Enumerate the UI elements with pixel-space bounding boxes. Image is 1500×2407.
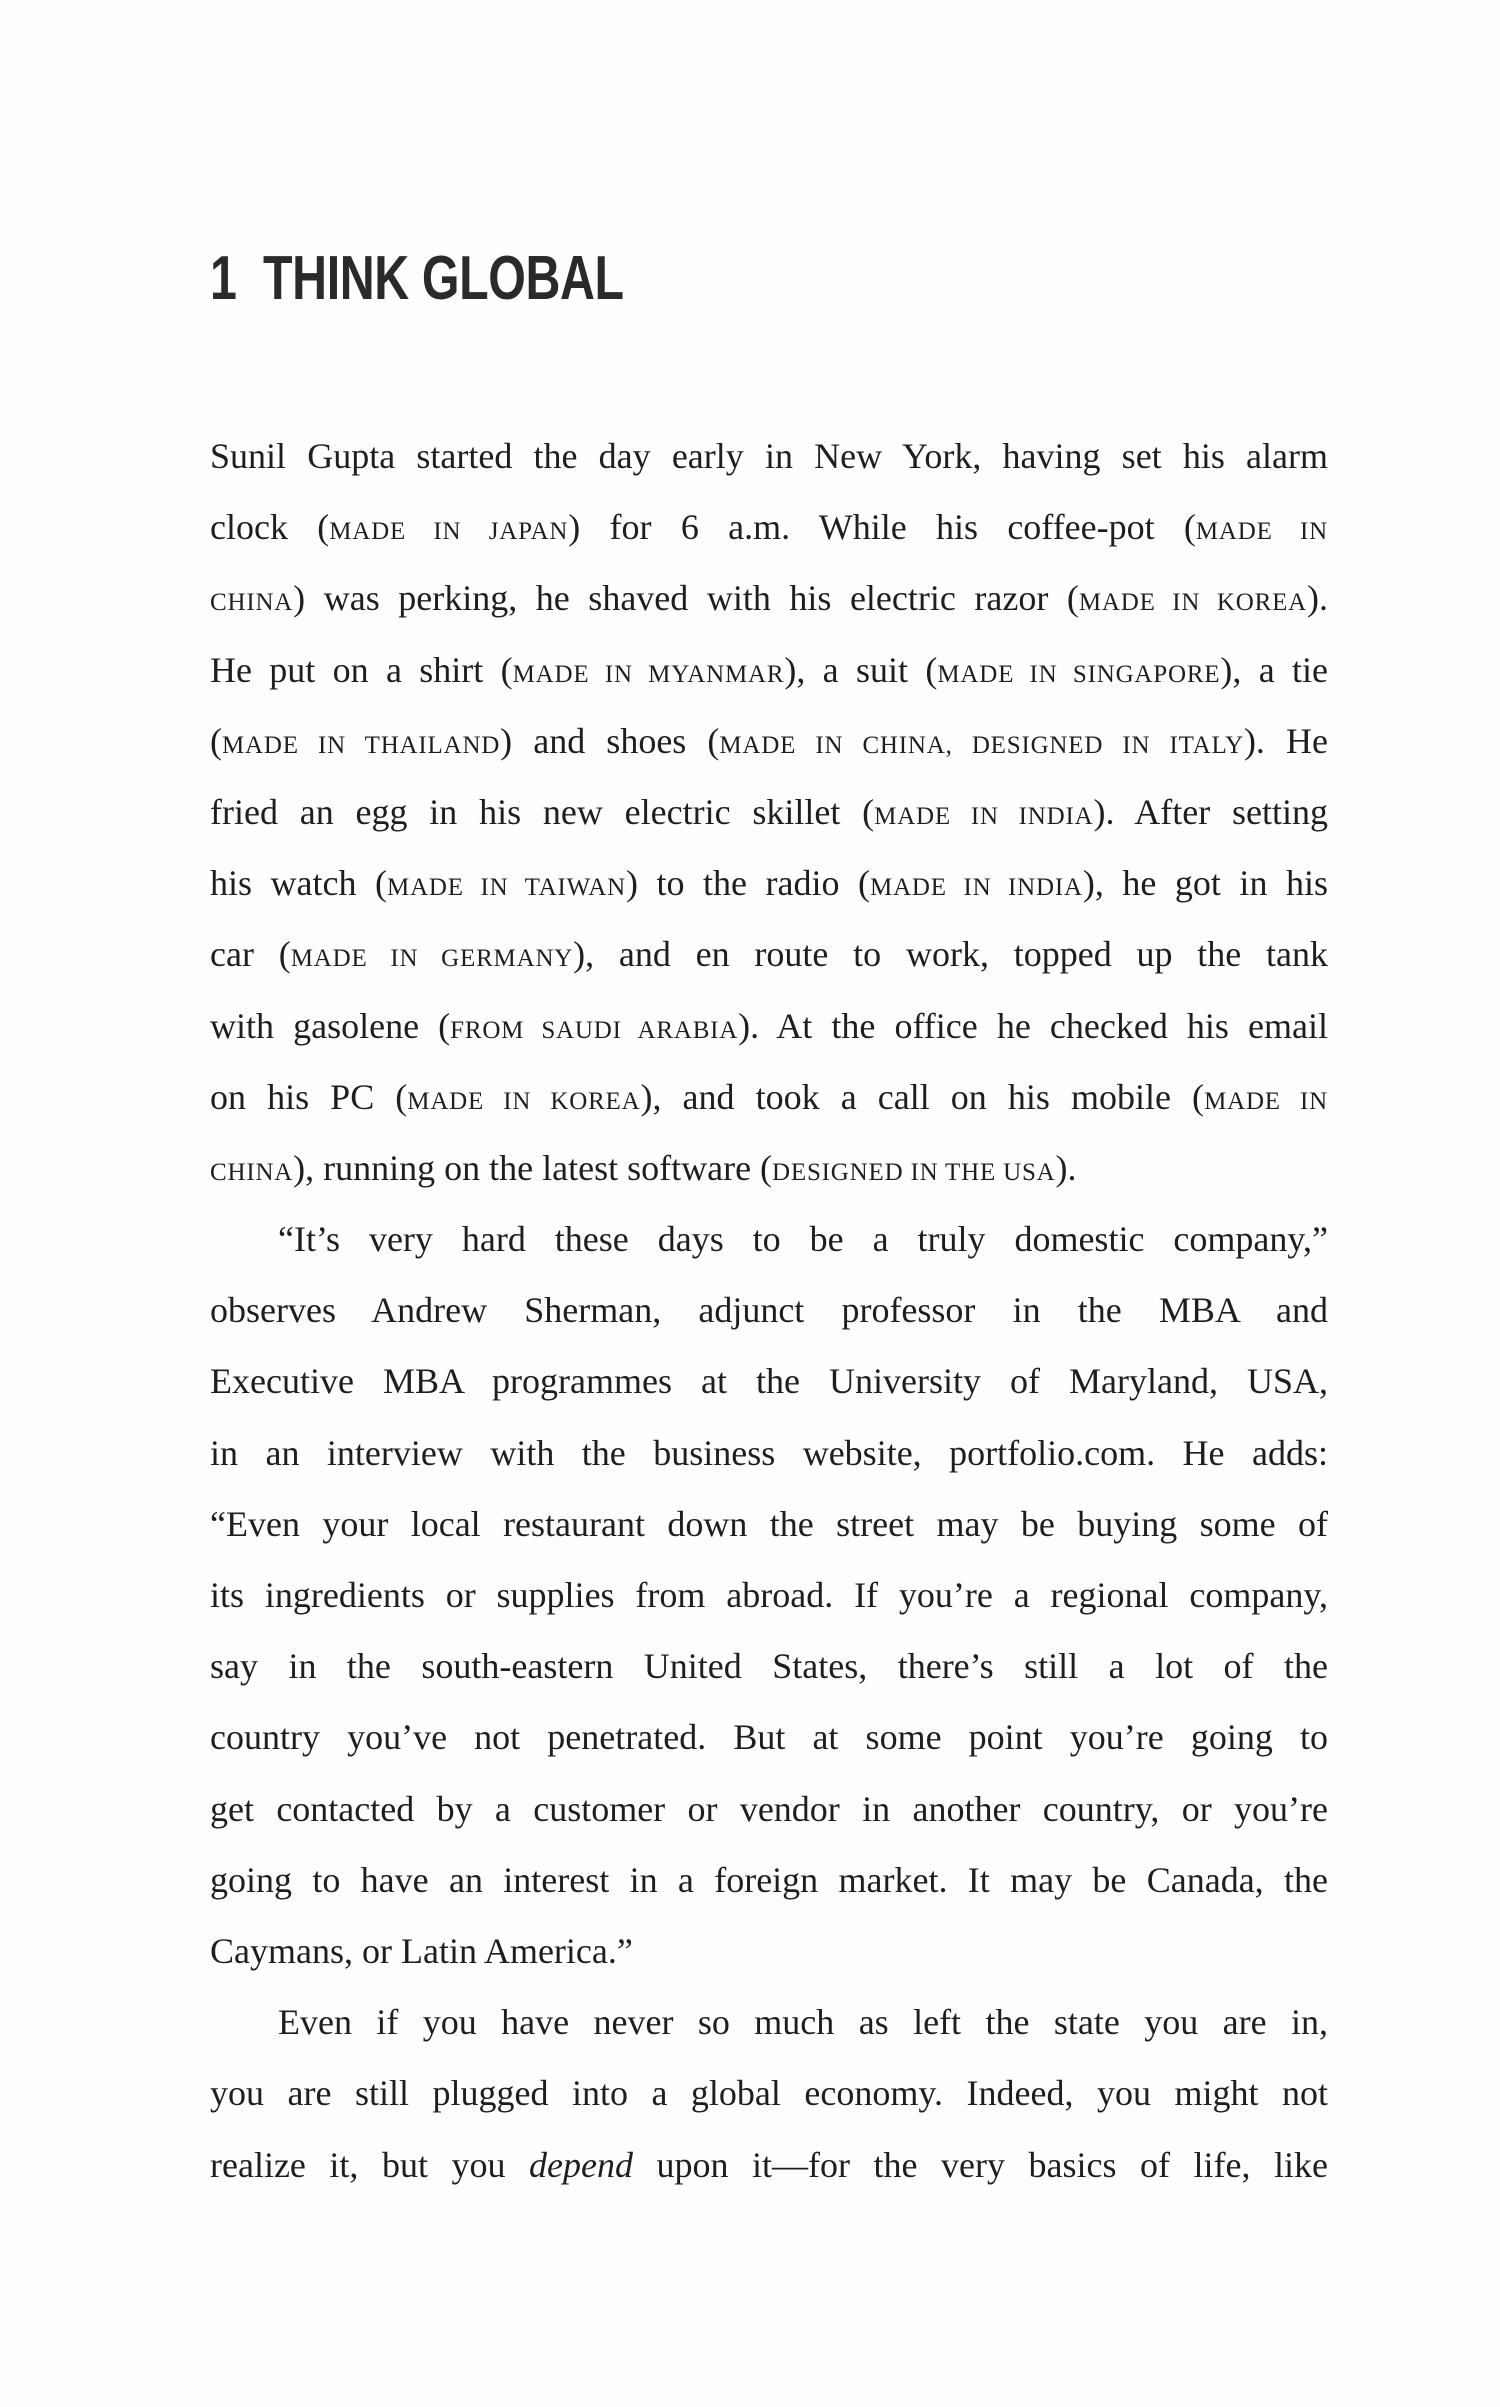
text-segment: ). At the office he checked his email xyxy=(738,1005,1328,1046)
text-segment: car ( xyxy=(210,934,291,975)
text-line xyxy=(210,1916,1328,1987)
text-line xyxy=(210,1631,1328,1702)
small-caps-text: MADE IN xyxy=(1195,518,1328,546)
text-line xyxy=(210,991,1328,1062)
text-line xyxy=(210,1774,1328,1845)
text-segment: “It’s very hard these days to be a truly domestic company,” xyxy=(278,1219,1328,1260)
small-caps-text: MADE IN xyxy=(1204,1087,1328,1115)
text-segment: upon it—for the very basics of life, like xyxy=(632,2144,1328,2185)
chapter-heading xyxy=(210,244,624,314)
text-segment: get contacted by a customer or vendor in another country, or you’re xyxy=(210,1788,1328,1829)
text-line xyxy=(210,706,1328,777)
text-line xyxy=(210,1418,1328,1489)
small-caps-text: MADE IN INDIA xyxy=(874,802,1094,830)
text-line xyxy=(210,2130,1328,2201)
text-segment: say in the south-eastern United States, there’s still a lot of the xyxy=(210,1646,1328,1687)
text-segment: with gasolene ( xyxy=(210,1005,451,1046)
text-segment: in an interview with the business website, portfolio.com. He adds: xyxy=(210,1432,1328,1473)
text-line xyxy=(210,1062,1328,1133)
small-caps-text: MADE IN MYANMAR xyxy=(512,660,785,688)
text-segment: you are still plugged into a global economy. Indeed, you might not xyxy=(210,2073,1328,2114)
chapter-number: 1 xyxy=(210,244,237,313)
text-segment: fried an egg in his new electric skillet ( xyxy=(210,791,875,832)
text-segment: Sunil Gupta started the day early in New York, having set his alarm xyxy=(210,436,1328,476)
small-caps-text: MADE IN JAPAN xyxy=(329,518,569,546)
small-caps-text: MADE IN KOREA xyxy=(1078,589,1307,617)
body-text xyxy=(210,421,1328,2201)
paragraph xyxy=(210,1987,1328,2201)
text-segment: ), and took a call on his mobile ( xyxy=(640,1076,1205,1117)
text-line xyxy=(210,1702,1328,1773)
text-segment: ), a suit ( xyxy=(784,649,938,690)
small-caps-text: MADE IN SINGAPORE xyxy=(937,660,1221,688)
text-segment: ), running on the latest software ( xyxy=(293,1147,773,1188)
small-caps-text: CHINA xyxy=(210,1158,294,1186)
text-segment: Executive MBA programmes at the University of Maryland, USA, xyxy=(210,1361,1328,1402)
text-segment: ). After setting xyxy=(1093,791,1328,832)
text-line xyxy=(210,563,1328,634)
text-segment: ) was perking, he shaved with his electric razor ( xyxy=(293,578,1079,619)
small-caps-text: DESIGNED IN THE USA xyxy=(772,1158,1056,1186)
text-line xyxy=(210,848,1328,919)
text-line xyxy=(210,1489,1328,1560)
text-segment: its ingredients or supplies from abroad. If you’re a regional company, xyxy=(210,1575,1328,1615)
small-caps-text: MADE IN THAILAND xyxy=(222,731,501,759)
text-line xyxy=(210,1275,1328,1346)
text-line xyxy=(210,1346,1328,1417)
text-line xyxy=(210,1987,1328,2058)
text-segment: ( xyxy=(210,720,222,761)
chapter-title: THINK GLOBAL xyxy=(263,244,624,313)
text-segment: going to have an interest in a foreign market. It may be Canada, the xyxy=(210,1859,1328,1900)
text-segment: He put on a shirt ( xyxy=(210,649,513,690)
text-segment: Even if you have never so much as left the state you are in, xyxy=(278,2002,1328,2043)
text-line xyxy=(210,635,1328,706)
small-caps-text: MADE IN KOREA xyxy=(407,1087,641,1115)
italic-text: depend xyxy=(529,2144,633,2185)
text-segment: ) for 6 a.m. While his coffee-pot ( xyxy=(568,507,1196,548)
text-segment: observes Andrew Sherman, adjunct professor in the MBA and xyxy=(210,1290,1328,1331)
small-caps-text: FROM SAUDI ARABIA xyxy=(450,1016,739,1044)
text-line xyxy=(210,421,1328,492)
text-segment: ). xyxy=(1307,578,1328,619)
small-caps-text: MADE IN CHINA, DESIGNED IN ITALY xyxy=(719,731,1244,759)
text-line xyxy=(210,2058,1328,2129)
text-segment: Caymans, or Latin America.” xyxy=(210,1930,633,1971)
text-segment: clock ( xyxy=(210,507,330,548)
text-segment: ) to the radio ( xyxy=(625,863,871,904)
text-line xyxy=(210,1560,1328,1631)
small-caps-text: CHINA xyxy=(210,589,294,617)
text-segment: realize it, but you xyxy=(210,2144,529,2185)
text-line xyxy=(210,1133,1328,1204)
text-segment: ) and shoes ( xyxy=(500,720,720,761)
text-segment: ). He xyxy=(1243,720,1328,761)
paragraph xyxy=(210,421,1328,1204)
text-segment: ), a tie xyxy=(1220,649,1328,690)
small-caps-text: MADE IN TAIWAN xyxy=(387,874,626,902)
text-segment: ), and en route to work, topped up the tank xyxy=(573,934,1328,975)
text-segment: his watch ( xyxy=(210,863,388,904)
text-line xyxy=(210,919,1328,990)
text-line xyxy=(210,492,1328,563)
text-line xyxy=(210,1204,1328,1275)
text-segment: ). xyxy=(1055,1147,1077,1188)
small-caps-text: MADE IN GERMANY xyxy=(290,945,574,973)
text-line xyxy=(210,777,1328,848)
text-segment: ), he got in his xyxy=(1082,863,1328,904)
paragraph xyxy=(210,1204,1328,1987)
text-segment: country you’ve not penetrated. But at some point you’re going to xyxy=(210,1717,1328,1758)
text-segment: on his PC ( xyxy=(210,1076,408,1117)
small-caps-text: MADE IN INDIA xyxy=(870,874,1083,902)
text-line xyxy=(210,1845,1328,1916)
text-segment: “Even your local restaurant down the street may be buying some of xyxy=(210,1503,1328,1544)
